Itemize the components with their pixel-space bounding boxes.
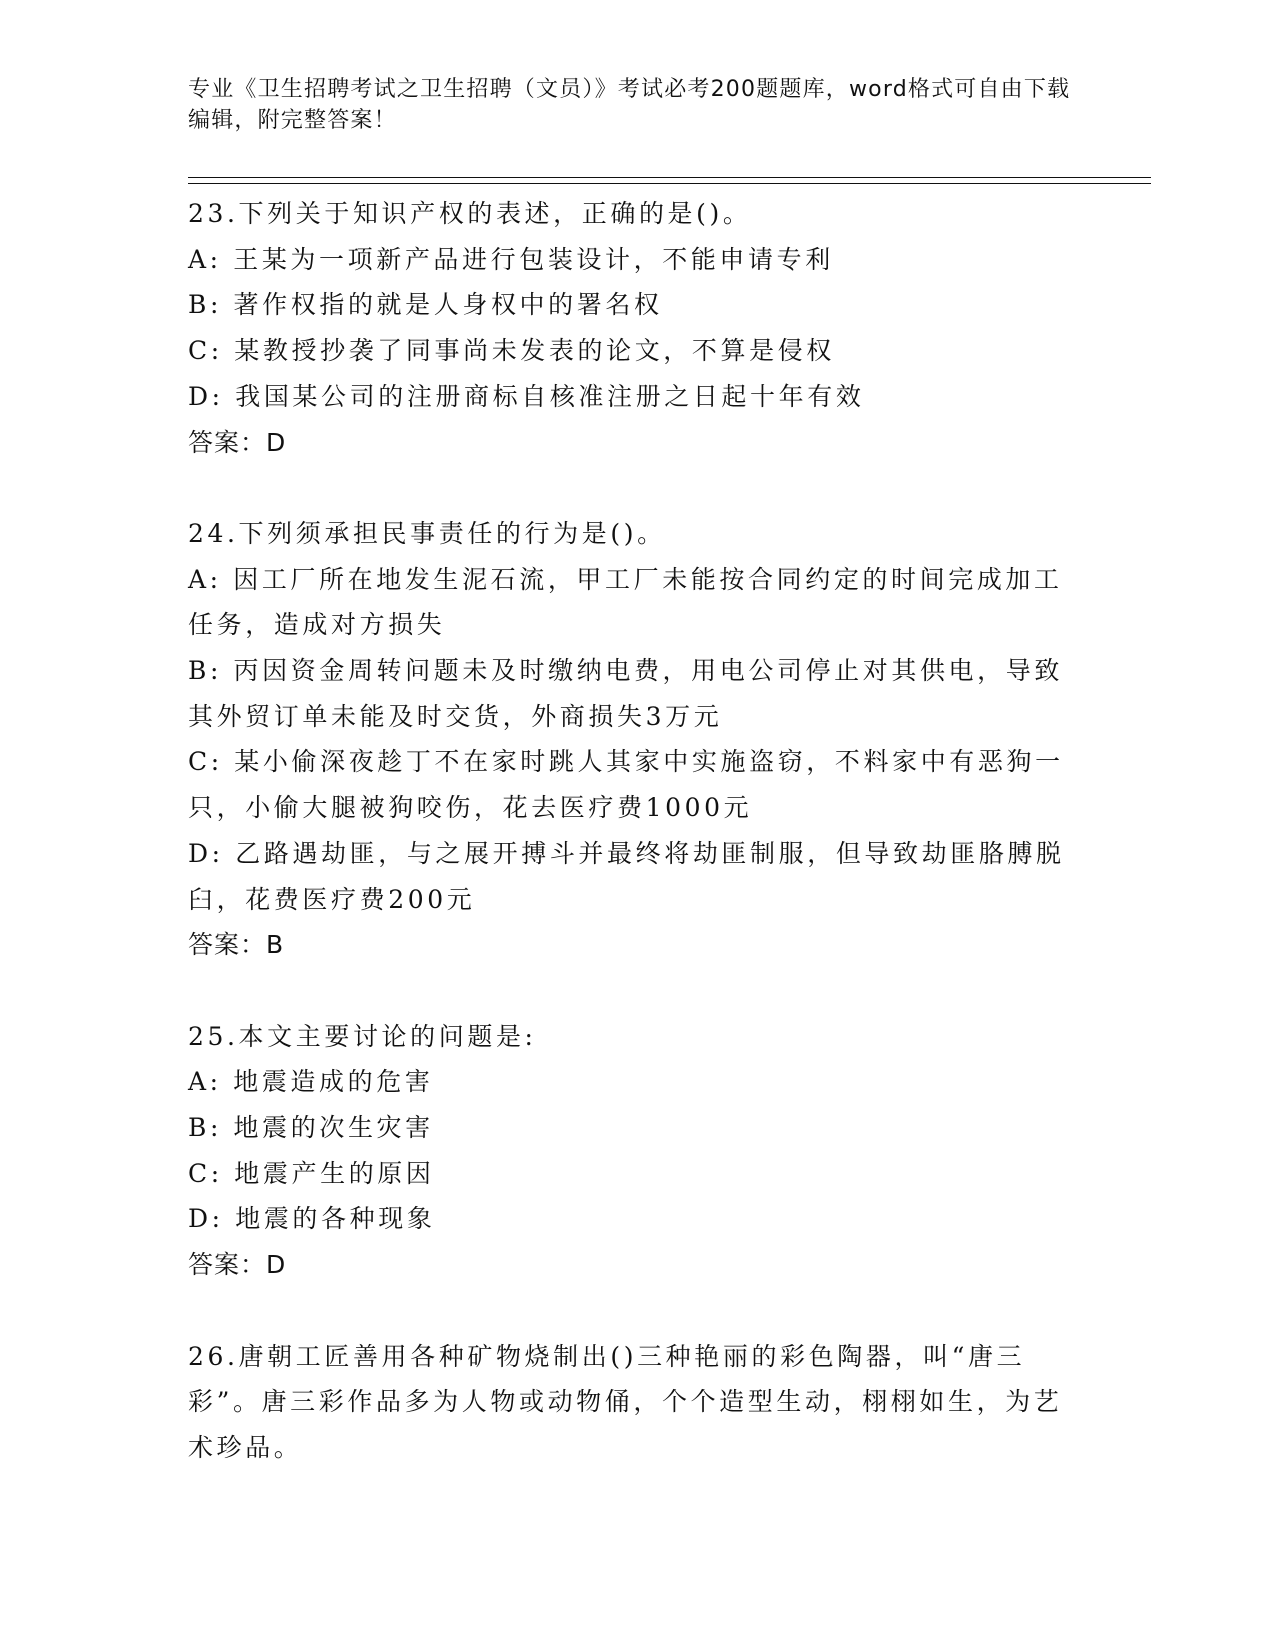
question-stem: 24.下列须承担民事责任的行为是()。 [188, 518, 666, 548]
header-rule-top [188, 177, 1151, 178]
option-b: B: 丙因资金周转问题未及时缴纳电费，用电公司停止对其供电，导致其外贸订单未能及时交货，外商损失3万元 [188, 656, 1063, 731]
option-d: D: 乙路遇劫匪，与之展开搏斗并最终将劫匪制服，但导致劫匪胳膊脱臼，花费医疗费200元 [188, 838, 1065, 914]
question-stem: 25.本文主要讨论的问题是: [188, 1021, 537, 1051]
option-a: A: 地震造成的危害 [188, 1067, 434, 1097]
question-23 [188, 191, 1073, 465]
answer-line: 答案：D [188, 1250, 287, 1280]
answer-line: 答案：D [188, 427, 287, 457]
option-a: A: 王某为一项新产品进行包装设计，不能申请专利 [188, 244, 834, 274]
option-b: B: 著作权指的就是人身权中的署名权 [188, 290, 663, 320]
question-stem: 23.下列关于知识产权的表述，正确的是()。 [188, 199, 752, 228]
question-stem: 26.唐朝工匠善用各种矿物烧制出()三种艳丽的彩色陶器，叫“唐三彩”。唐三彩作品多为人物或动物俑，个个造型生动，栩栩如生，为艺术珍品。 [188, 1341, 1063, 1462]
option-c: C: 某教授抄袭了同事尚未发表的论文，不算是侵权 [188, 336, 835, 366]
question-24 [188, 511, 1073, 968]
question-list [188, 191, 1073, 1516]
question-25 [188, 1014, 1073, 1288]
option-b: B: 地震的次生灾害 [188, 1113, 434, 1143]
header-rule-bottom [188, 183, 1151, 184]
option-d: D: 地震的各种现象 [188, 1204, 436, 1234]
option-a: A: 因工厂所在地发生泥石流，甲工厂未能按合同约定的时间完成加工任务，造成对方损失 [188, 564, 1063, 640]
option-c: C: 地震产生的原因 [188, 1158, 435, 1188]
option-d: D: 我国某公司的注册商标自核准注册之日起十年有效 [188, 381, 865, 411]
question-26 [188, 1334, 1073, 1471]
answer-line: 答案：B [188, 930, 285, 960]
page-header: 专业《卫生招聘考试之卫生招聘（文员）》考试必考200题题库，word格式可自由下载编辑，附完整答案！ [188, 77, 1071, 133]
option-c: C: 某小偷深夜趁丁不在家时跳人其家中实施盗窃，不料家中有恶狗一只，小偷大腿被狗咬伤，花去医疗费1000元 [188, 747, 1064, 823]
